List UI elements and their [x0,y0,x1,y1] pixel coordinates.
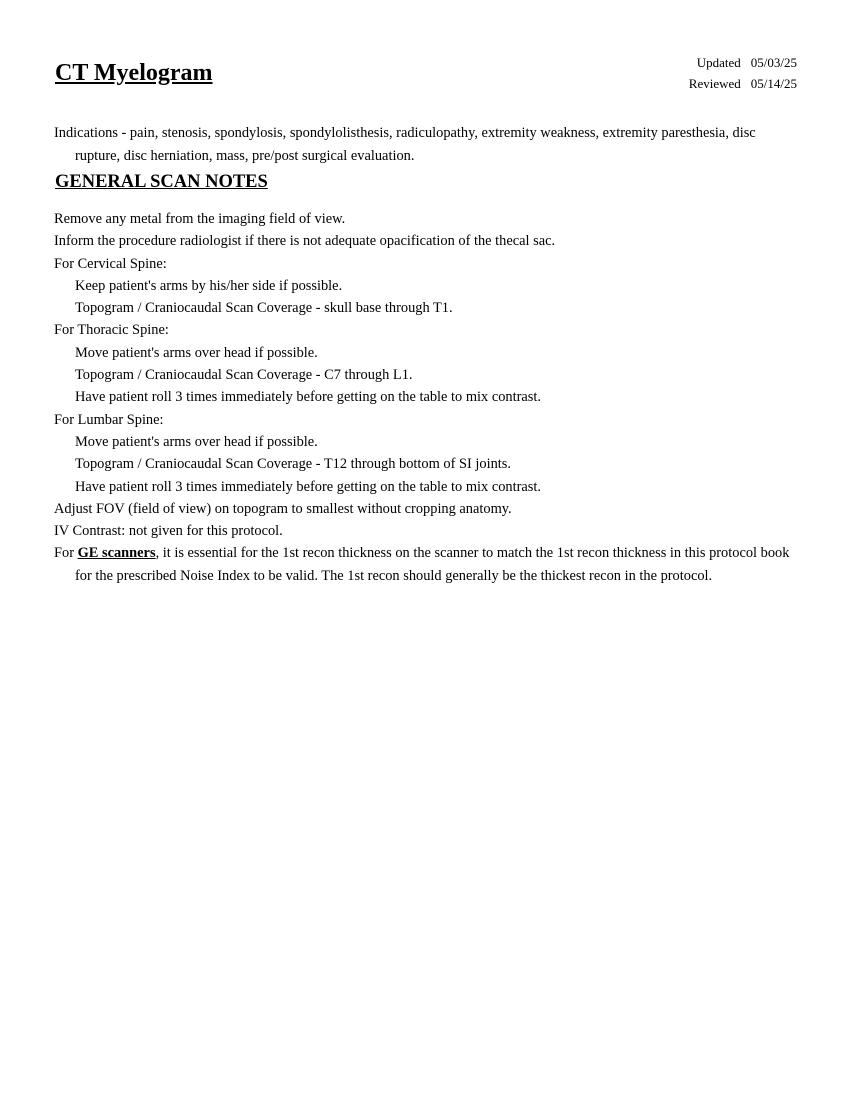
note-thoracic-roll: Have patient roll 3 times immediately before getting on the table to mix contrast. [75,389,541,406]
ge-scanners-link[interactable]: GE scanners [77,545,156,562]
note-iv-contrast: IV Contrast: not given for this protocol. [54,523,283,540]
note-remove-metal: Remove any metal from the imaging field of view. [54,211,346,227]
updated-date: 05/03/25 [750,55,797,70]
note-lumbar-arms: Move patient's arms over head if possible. [75,433,318,450]
updated-label: Updated [696,55,741,70]
note-lumbar-roll: Have patient roll 3 times immediately before getting on the table to mix contrast. [75,478,541,495]
indications-paragraph: Indications - pain, stenosis, spondylosis, spondylolisthesis, radiculopathy, extremity weakness, extremity paresthesia, disc rupture, disc herniation, mass, pre/post surgical evaluation. [54,125,756,164]
ge-note-prefix: For [54,545,78,562]
reviewed-label: Reviewed [688,76,741,91]
reviewed-row [689,73,797,94]
scan-notes-list [54,208,794,587]
note-adjust-fov: Adjust FOV (field of view) on topogram to smallest without cropping anatomy. [54,500,512,517]
ge-note-body: , it is essential for the 1st recon thickness on the scanner to match the 1st recon thickness in this protocol book for the prescribed Noise Index to be valid. The 1st recon should generally be the thickest recon in the protocol. [75,545,790,584]
page-title: CT Myelogram [55,60,213,86]
note-ge-scanners [54,542,794,587]
note-cervical-coverage: Topogram / Craniocaudal Scan Coverage - skull base through T1. [75,300,453,317]
note-cervical-arms: Keep patient's arms by his/her side if possible. [75,277,343,294]
note-thoracic-coverage: Topogram / Craniocaudal Scan Coverage - C7 through L1. [75,367,413,384]
section-heading-general-scan-notes: GENERAL SCAN NOTES [55,172,268,192]
revision-info [689,52,797,94]
note-lumbar-heading: For Lumbar Spine: [54,411,164,428]
note-lumbar-coverage: Topogram / Craniocaudal Scan Coverage - T12 through bottom of SI joints. [75,456,511,473]
note-thoracic-heading: For Thoracic Spine: [54,322,169,339]
updated-row [689,52,797,73]
note-cervical-heading: For Cervical Spine: [54,255,167,272]
note-thoracic-arms: Move patient's arms over head if possible. [75,344,318,361]
note-inform-radiologist: Inform the procedure radiologist if there is not adequate opacification of the thecal sac. [54,233,556,250]
reviewed-date: 05/14/25 [750,76,797,91]
